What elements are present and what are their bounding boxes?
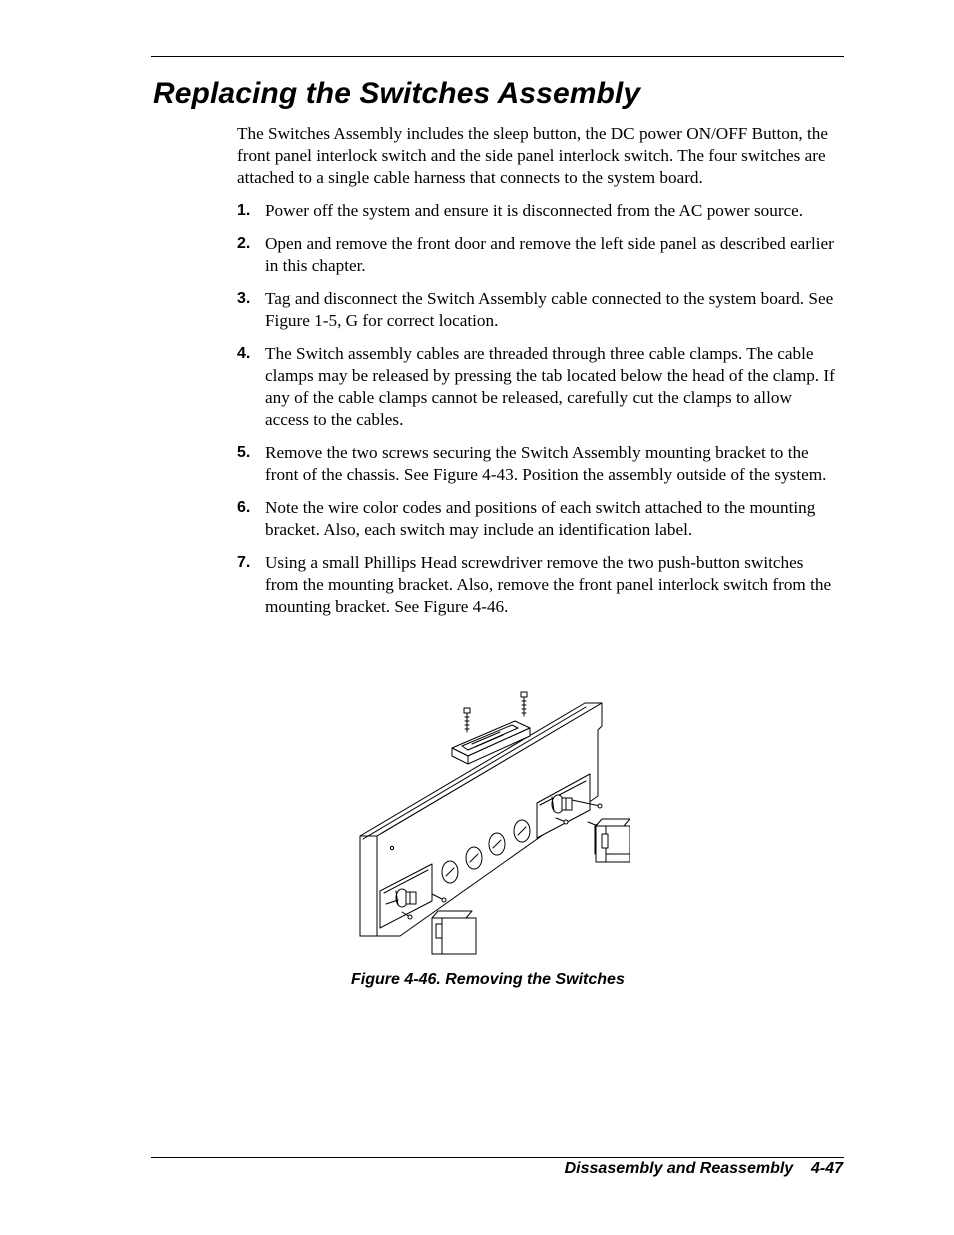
step-text: Tag and disconnect the Switch Assembly cable connected to the system board. See Figure 1-5, G for correct location.: [265, 289, 834, 330]
push-button-cap-right: [595, 819, 630, 862]
step-text: Using a small Phillips Head screwdriver remove the two push-button switches from the mounting bracket. Also, remove the front panel interlock switch from the mounting bracket. See Figure 4-46.: [265, 553, 832, 616]
switch-assembly-drawing: [340, 686, 630, 958]
switch-assembly-figure: [340, 686, 630, 958]
step-item: [237, 442, 837, 486]
intro-paragraph: The Switches Assembly includes the sleep button, the DC power ON/OFF Button, the front panel interlock switch and the side panel interlock switch. The four switches are attached to a single cable harness that connects to the system board.: [237, 124, 829, 187]
footer-page-number: 4-47: [810, 1160, 843, 1177]
screw-icon: [521, 692, 527, 716]
page-footer: [565, 1158, 843, 1180]
step-number: 6.: [237, 499, 251, 516]
screw-icon: [464, 708, 470, 732]
step-text: Power off the system and ensure it is disconnected from the AC power source.: [265, 201, 804, 220]
step-number: 1.: [237, 202, 251, 219]
step-text: Note the wire color codes and positions of each switch attached to the mounting bracket. Also, each switch may include an identification label.: [265, 498, 816, 539]
step-item: [237, 343, 837, 431]
steps-list: [237, 200, 837, 618]
step-item: [237, 288, 837, 332]
step-number: 4.: [237, 345, 251, 362]
step-number: 3.: [237, 290, 251, 307]
step-text: The Switch assembly cables are threaded through three cable clamps. The cable clamps may be released by pressing the tab located below the head of the clamp. If any of the cable clamps cannot be released, carefully cut the clamps to allow access to the cables.: [265, 344, 835, 429]
step-number: 5.: [237, 444, 251, 461]
page-title: Replacing the Switches Assembly: [153, 77, 641, 110]
step-item: [237, 200, 837, 222]
step-item: [237, 233, 837, 277]
step-text: Remove the two screws securing the Switch Assembly mounting bracket to the front of the chassis. See Figure 4-43. Position the assembly outside of the system.: [265, 443, 827, 484]
header-rule: [151, 56, 844, 57]
figure-caption: Figure 4-46. Removing the Switches: [351, 971, 625, 988]
body-content: [237, 123, 837, 629]
step-text: Open and remove the front door and remove the left side panel as described earlier in this chapter.: [265, 234, 834, 275]
step-item: [237, 497, 837, 541]
step-item: [237, 552, 837, 618]
push-button-cap-left: [432, 911, 476, 954]
step-number: 7.: [237, 554, 251, 571]
footer-section: Dissasembly and Reassembly: [564, 1160, 794, 1177]
step-number: 2.: [237, 235, 251, 252]
